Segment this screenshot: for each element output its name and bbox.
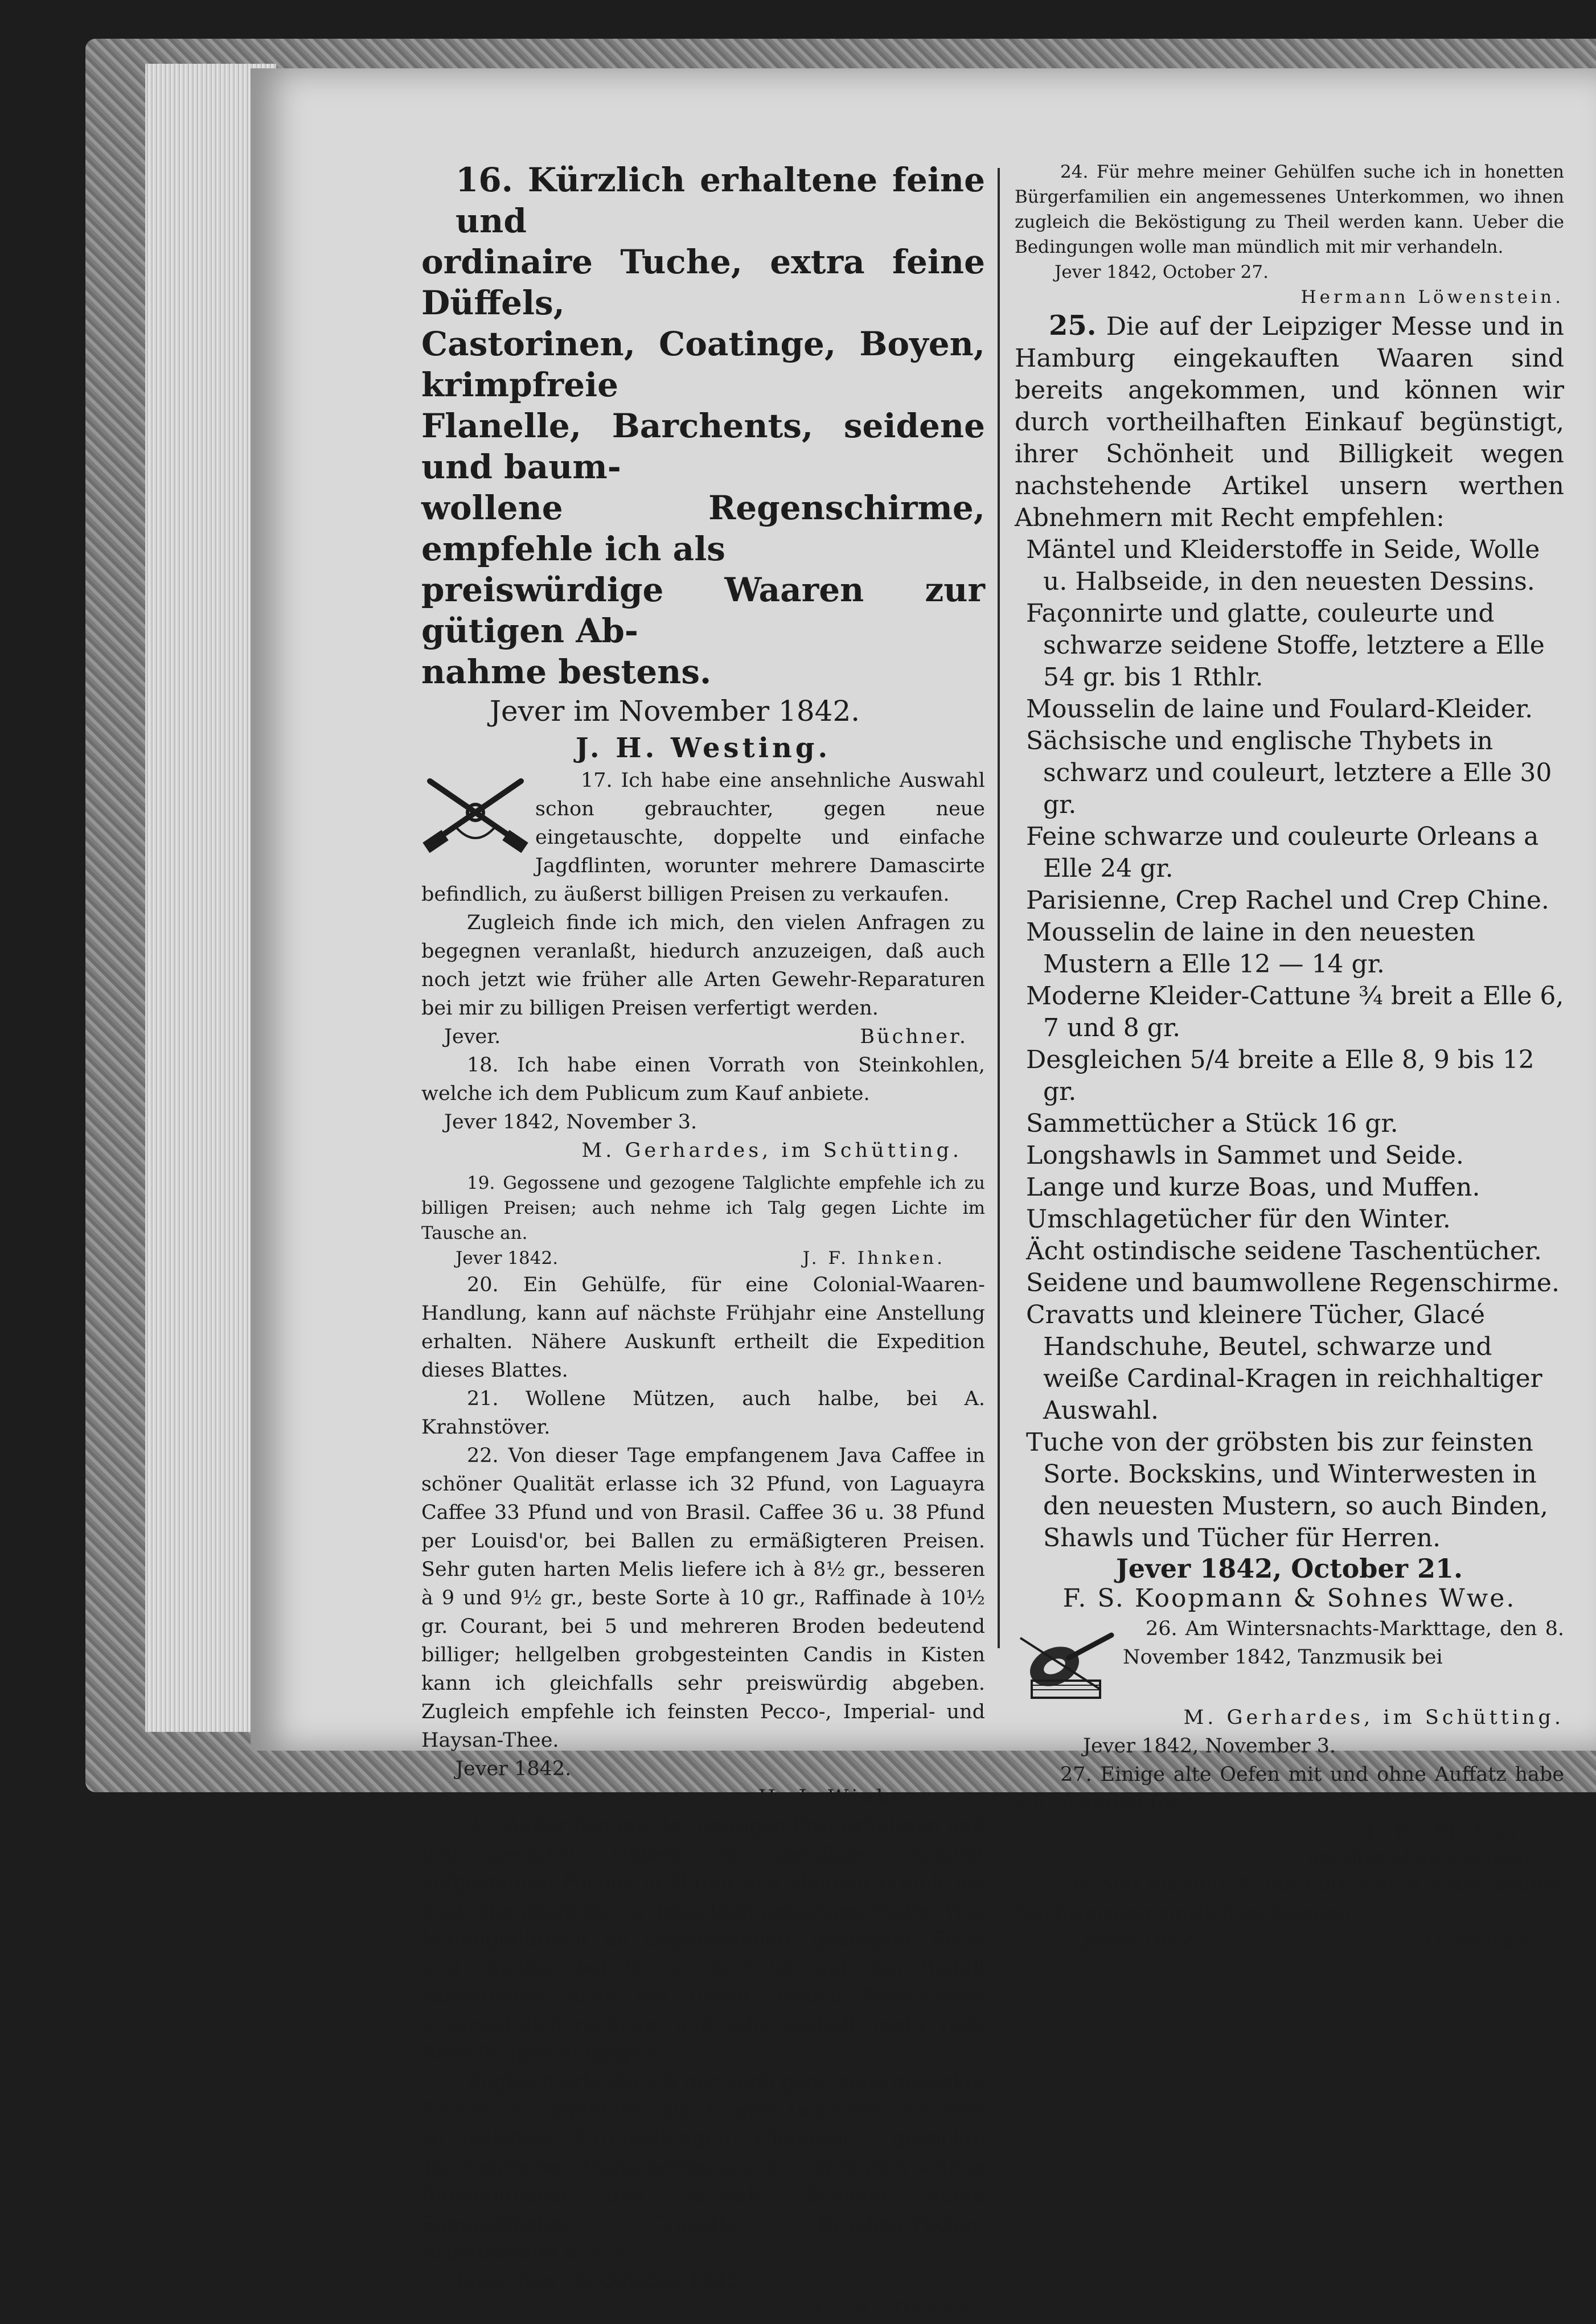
list-item: Ächt ostindische seidene Taschentücher.: [1026, 1237, 1542, 1266]
ad-16-line: wollene Regenschirme, empfehle ich als: [421, 488, 985, 568]
list-item: Seidene und baumwollene Regenschirme.: [1026, 1268, 1560, 1298]
ad-23-text-2: Zugleich erlaube ich mir auch ganz neue gestickte Sachen zu empfehlen, als: Kragen (worunter die jetzt so beliebten Kardinalkragen) Chemisetts, gestickte Taschentücher, Manschetten u. s. w.; vorzüglich schöne Blondentücher und Schwals, Schleier, ächte Sammettücher, Cravatts, Brochen-Tücher, Arbeitsbeutel u. s. w.: [421, 2071, 985, 2264]
ad-21: [421, 1385, 985, 1442]
right-column: [1015, 159, 1564, 1953]
list-item: Umschlagetücher für den Winter.: [1026, 1205, 1451, 1234]
list-item: Façonnirte und glatte, couleurte und schwarze seidene Stoffe, letztere a Elle 54 gr. bis 1 Rthlr.: [1026, 599, 1545, 692]
ad-19-text: 19. Gegossene und gezogene Talglichte empfehle ich zu billigen Preisen; auch nehme ich Talg gegen Lichte im Tausche an.: [421, 1173, 985, 1243]
ad-17-place: Jever.: [444, 1025, 501, 1048]
ad-25: [1015, 310, 1564, 1615]
ad-28-signature: Ostertun.: [1425, 1931, 1541, 1953]
ad-20-text: 20. Ein Gehülfe, für eine Colonial-Waaren-Handlung, kann auf nächste Frühjahr eine Anstellung erhalten. Nähere Auskunft ertheilt die Expedition dieses Blattes.: [421, 1274, 985, 1382]
ad-19-signature: J. F. Ihnken.: [802, 1248, 945, 1268]
ad-16-line: preiswürdige Waaren zur gütigen Ab-: [421, 570, 985, 650]
ad-24-place: Jever 1842, October 27.: [1055, 262, 1269, 282]
ad-22-place: Jever 1842.: [456, 1758, 572, 1780]
ad-18: [421, 1051, 985, 1165]
ad-27-signature-2: am alten Markte in Jever.: [1308, 1848, 1536, 1869]
ad-23-place: Jever, den 28. October 1842.: [456, 2270, 745, 2293]
ad-18-place: Jever 1842, November 3.: [444, 1111, 698, 1134]
ad-16-place: Jever im November 1842.: [490, 695, 860, 728]
ad-22-text: 22. Von dieser Tage empfangenem Java Caffee in schöner Qualität erlasse ich 32 Pfund, von Laguayra Caffee 33 Pfund und von Brasil. Caffee 36 u. 38 Pfund per Louisd'or, bei Ballen zu ermäßigteren Preisen. Sehr guten harten Melis liefere ich à 8½ gr., besseren à 9 und 9½ gr., beste Sorte à 10 gr., Raffinade à 10½ gr. Courant, bei 5 und mehreren Broden bedeutend billiger; hellgelben grobgesteinten Candis in Kisten kann ich gleichfalls sehr preiswürdig abgeben. Zugleich empfehle ich feinsten Pecco-, Imperial- und Haysan-Thee.: [421, 1444, 985, 1752]
ad-23: [421, 1812, 985, 2324]
list-item: Mäntel und Kleiderstoffe in Seide, Wolle u. Halbseide, in den neuesten Dessins.: [1026, 535, 1540, 596]
ad-25-intro: [1015, 310, 1564, 534]
ad-20: [421, 1271, 985, 1385]
ad-16-line: Castorinen, Coatinge, Boyen, krimpfreie: [421, 325, 985, 404]
ad-26-signature: M. Gerhardes, im Schütting.: [1183, 1706, 1564, 1729]
ad-27: [1015, 1760, 1564, 1871]
list-item: Sächsische und englische Thybets in schwarz und couleurt, letztere a Elle 30 gr.: [1026, 726, 1552, 819]
ad-16: [421, 159, 985, 766]
ad-17: [421, 766, 985, 1051]
ad-18-text: 18. Ich habe einen Vorrath von Steinkohlen, welche ich dem Publicum zum Kauf anbiete.: [421, 1054, 985, 1105]
list-item: Cravatts und kleinere Tücher, Glacé Handschuhe, Beutel, schwarze und weiße Cardinal-Kragen in reichhaltiger Auswahl.: [1026, 1300, 1542, 1425]
ad-19-footer: [421, 1246, 985, 1271]
ad-23-signature: C. H. Dauen.: [815, 2298, 985, 2321]
ad-26-place: Jever 1842, November 3.: [1083, 1735, 1336, 1758]
ad-22: [421, 1442, 985, 1812]
ad-25-number: 25.: [1049, 310, 1097, 342]
left-column: [421, 159, 985, 2321]
list-item: Mousselin de laine in den neuesten Mustern a Elle 12 — 14 gr.: [1026, 918, 1475, 979]
crossed-rifles-icon: [421, 770, 530, 855]
list-item: Feine schwarze und couleurte Orleans a Elle 24 gr.: [1026, 822, 1539, 883]
ad-26-text: 26. Am Wintersnachts-Markttage, den 8. November 1842, Tanzmusik bei: [1123, 1617, 1564, 1669]
list-item: Tuche von der gröbsten bis zur feinsten Sorte. Bockskins, und Winterwesten in den neuesten Mustern, so auch Binden, Shawls und Tücher für Herren.: [1026, 1428, 1548, 1553]
ad-23-text: 23. Außer den mit der heutigen Post erhaltnen und den geehrten Damen zur gefälligen Ansicht aufgestellten Façons in Hüten und Hauben erhielt ich auch alle mögliche zu denselben gehörigen Stoffe. Was Mannigfaltigkeit an Gegenständen, gediegene Form und Qualität betrifft, so darf ich auf den Beifall sämmtlicher mich mit Ihrem Besuch Beehrenden zuversichtlich rechnen, und sehe deshalb recht viele Bestellungen entgegen.: [421, 1814, 985, 2065]
ad-25-item-list: [1015, 534, 1564, 1554]
ad-19: [421, 1171, 985, 1271]
list-item: Sammettücher a Stück 16 gr.: [1026, 1109, 1398, 1138]
ad-28-place: Jever 1842.: [1083, 1931, 1199, 1953]
ad-16-signature: J. H. Westing.: [575, 732, 831, 764]
ad-25-signature: F. S. Koopmann & Sohnes Wwe.: [1062, 1584, 1516, 1613]
list-item: Longshawls in Sammet und Seide.: [1026, 1141, 1464, 1170]
ad-28-footer: [1015, 1928, 1564, 1956]
ad-28-text: 28. 500 bis 600 ℛ und 600 ℛ sind unter meiner Nachweisung zinslich zu belegen.: [1015, 1874, 1564, 1925]
ad-21-text: 21. Wollene Mützen, auch halbe, bei A. Krahnstöver.: [421, 1387, 985, 1439]
ad-25-place: Jever 1842, October 21.: [1115, 1553, 1463, 1584]
ad-18-signature: M. Gerhardes, im Schütting.: [581, 1139, 962, 1162]
ad-25-text: Die auf der Leipziger Messe und in Hamburg eingekauften Waaren sind bereits angekommen, und können wir durch vortheilhaften Einkauf begünstigt, ihrer Schönheit und Billigkeit wegen nachstehende Artikel unsern werthen Abnehmern mit Recht empfehlen:: [1015, 312, 1564, 532]
violin-icon: [1015, 1618, 1117, 1703]
ad-27-text: 27. Einige alte Oefen mit und ohne Auffatz habe ich zu verkaufen.: [1015, 1763, 1564, 1814]
ad-16-line: ordinaire Tuche, extra feine Düffels,: [421, 243, 985, 322]
ad-28: [1015, 1871, 1564, 1956]
list-item: Moderne Kleider-Cattune ¾ breit a Elle 6, 7 und 8 gr.: [1026, 982, 1564, 1042]
ad-16-line: 16. Kürzlich erhaltene feine und: [456, 161, 985, 240]
list-item: Mousselin de laine und Foulard-Kleider.: [1026, 695, 1533, 724]
ad-24: [1015, 159, 1564, 310]
ad-27-signature: J. H. Müller,: [1365, 1820, 1530, 1843]
ad-17-text: 17. Ich habe eine ansehnliche Auswahl schon gebrauchter, gegen neue eingetauschte, doppelte und einfache Jagdflinten, worunter mehrere Damascirte befindlich, zu äußerst billigen Preisen zu verkaufen.: [421, 769, 985, 906]
ad-17-text-2: Zugleich finde ich mich, den vielen Anfragen zu begegnen veranlaßt, hiedurch anzuzeigen, daß auch noch jetzt wie früher alle Arten Gewehr-Reparaturen bei mir zu billigen Preisen verfertigt werden.: [421, 911, 985, 1020]
list-item: Desgleichen 5/4 breite a Elle 8, 9 bis 12 gr.: [1026, 1045, 1535, 1106]
ad-19-place: Jever 1842.: [456, 1248, 559, 1268]
ad-17-signature: Büchner.: [860, 1025, 968, 1048]
ad-17-footer: [421, 1023, 985, 1051]
ad-24-text: 24. Für mehre meiner Gehülfen suche ich in honetten Bürgerfamilien ein angemessenes Unterkommen, wo ihnen zugleich die Beköstigung zu Theil werden kann. Ueber die Bedingungen wolle man mündlich mit mir verhandeln.: [1015, 162, 1564, 257]
ad-26: [1015, 1615, 1564, 1760]
ad-16-line: nahme bestens.: [421, 652, 712, 691]
ad-16-line: Flanelle, Barchents, seidene und baum-: [421, 407, 985, 486]
column-divider: [998, 168, 1000, 1648]
ad-24-signature: Hermann Löwenstein.: [1300, 287, 1564, 307]
ad-22-signature: H. J. Wieben.: [758, 1786, 934, 1809]
list-item: Parisienne, Crep Rachel und Crep Chine.: [1026, 886, 1549, 915]
list-item: Lange und kurze Boas, und Muffen.: [1026, 1173, 1480, 1202]
